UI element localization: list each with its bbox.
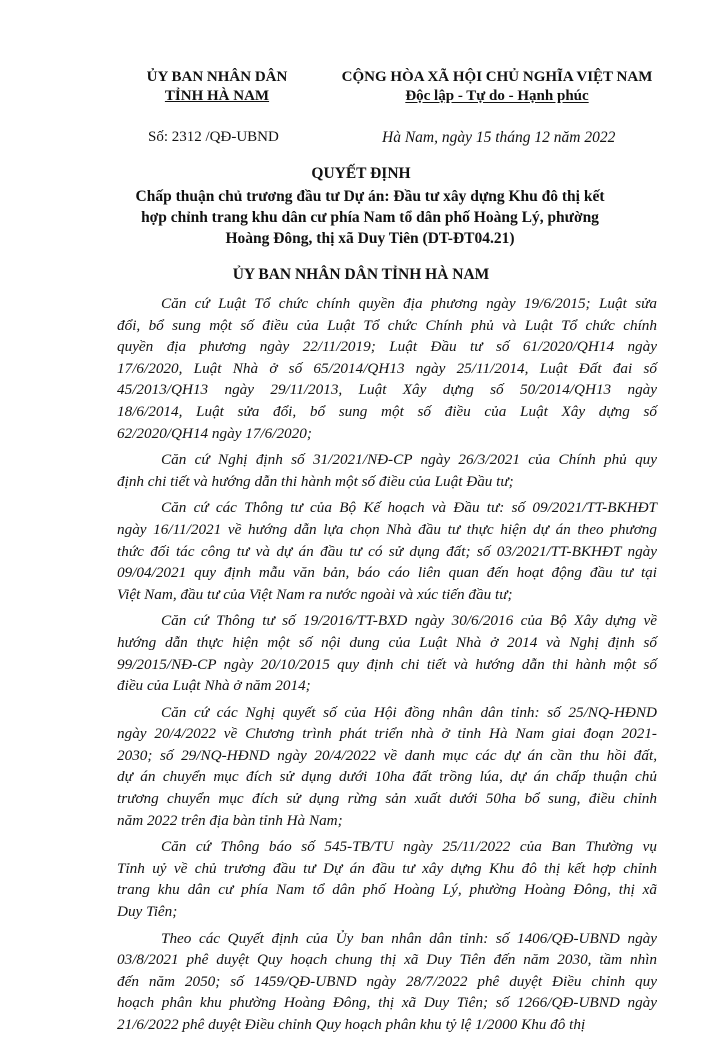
- issuing-authority-block: [112, 68, 322, 106]
- subject-line: Chấp thuận chủ trương đầu tư Dự án: Đầu tư xây dựng Khu đô thị kết: [135, 188, 605, 205]
- paragraph-line: quyền địa phương ngày 22/11/2019; Luật Đầu tư số 61/2020/QH14 ngày: [117, 338, 657, 356]
- paragraph-line: 03/8/2021 phê duyệt Quy hoạch chung thị xã Duy Tiên đến năm 2030, tầm nhìn: [117, 951, 657, 969]
- national-motto: Độc lập - Tự do - Hạnh phúc: [405, 88, 589, 104]
- paragraph-line: Tỉnh uỷ về chủ trương đầu tư Dự án đầu tư xây dựng Khu đô thị kết hợp chỉnh: [117, 859, 657, 877]
- paragraph-line: ngày 20/4/2022 về Chương trình phát triển nhà ở tỉnh Hà Nam giai đoạn 2021-: [117, 725, 657, 743]
- authority-heading: ỦY BAN NHÂN DÂN TỈNH HÀ NAM: [232, 266, 490, 283]
- national-motto-block: [322, 68, 672, 106]
- document-subject: [120, 186, 620, 249]
- paragraph-line: điều của Luật Nhà ở năm 2014;: [117, 677, 311, 695]
- paragraph-line: 21/6/2022 phê duyệt Điều chỉnh Quy hoạch phân khu tỷ lệ 1/2000 Khu đô thị: [117, 1016, 586, 1033]
- issuing-authority-line2: TỈNH HÀ NAM: [164, 88, 270, 104]
- document-date: Hà Nam, ngày 15 tháng 12 năm 2022: [382, 129, 616, 146]
- paragraph-line: Căn cứ Luật Tổ chức chính quyền địa phương ngày 19/6/2015; Luật sửa: [161, 295, 657, 312]
- issuing-authority-line1: ỦY BAN NHÂN DÂN: [146, 69, 288, 85]
- paragraph-line: Căn cứ Thông tư số 19/2016/TT-BXD ngày 30/6/2016 của Bộ Xây dựng về: [161, 612, 657, 630]
- paragraph-line: 17/6/2020, Luật Nhà ở số 65/2014/QH13 ngày 25/11/2014, Luật Đất đai số: [117, 359, 657, 377]
- paragraph-line: hoạch phân khu phường Hoàng Đông, thị xã Duy Tiên; số 1266/QĐ-UBND ngày: [117, 994, 657, 1012]
- nation-name: CỘNG HÒA XÃ HỘI CHỦ NGHĨA VIỆT NAM: [341, 69, 653, 85]
- paragraph-line: Căn cứ các Nghị quyết số của Hội đồng nhân dân tỉnh: số 25/NQ-HĐND: [161, 703, 657, 721]
- paragraph-line: 99/2015/NĐ-CP ngày 20/10/2015 quy định chi tiết và hướng dẫn thi hành một số: [117, 655, 657, 673]
- paragraph-line: 62/2020/QH14 ngày 17/6/2020;: [117, 424, 312, 442]
- body-paragraph: [117, 497, 657, 605]
- paragraph-line: 09/04/2021 quy định mẫu văn bản, báo cáo liên quan đến hoạt động đầu tư tại: [117, 564, 657, 582]
- paragraph-line: đổi, bổ sung một số điều của Luật Tổ chức Chính phủ và Luật Tổ chức chính: [117, 316, 657, 334]
- document-body: [117, 293, 657, 1041]
- body-paragraph: [117, 928, 657, 1036]
- paragraph-line: ngày 16/11/2021 về hướng dẫn lựa chọn Nhà đầu tư thực hiện dự án theo phương: [117, 520, 657, 538]
- paragraph-line: Theo các Quyết định của Ủy ban nhân dân tỉnh: số 1406/QĐ-UBND ngày: [161, 929, 657, 947]
- body-paragraph: [117, 449, 657, 492]
- paragraph-line: định chi tiết và hướng dẫn thi hành một số điều của Luật Đầu tư;: [117, 472, 514, 490]
- body-paragraph: [117, 610, 657, 696]
- body-paragraph: [117, 293, 657, 444]
- subject-line: hợp chỉnh trang khu dân cư phía Nam tổ dân phố Hoàng Lý, phường: [141, 209, 599, 226]
- paragraph-line: dự án chuyển mục đích sử dụng dưới 10ha đất trồng lúa, dự án chấp thuận chủ: [117, 768, 657, 786]
- paragraph-line: Căn cứ các Thông tư của Bộ Kế hoạch và Đầu tư: số 09/2021/TT-BKHĐT: [161, 499, 657, 517]
- paragraph-line: Việt Nam, đầu tư của Việt Nam ra nước ngoài và xúc tiến đầu tư;: [117, 585, 513, 603]
- paragraph-line: đến năm 2050; số 1459/QĐ-UBND ngày 28/7/2022 phê duyệt Điều chỉnh quy: [117, 972, 657, 990]
- body-paragraph: [117, 702, 657, 832]
- paragraph-line: hướng dẫn thực hiện một số nội dung của Luật Nhà ở 2014 và Nghị định số: [117, 633, 657, 651]
- document-title: QUYẾT ĐỊNH: [311, 165, 411, 182]
- paragraph-line: Duy Tiên;: [117, 903, 178, 921]
- paragraph-line: trang khu dân cư phía Nam tổ dân phố Hoàng Lý, phường Hoàng Đông, thị xã: [117, 881, 657, 899]
- paragraph-line: 2030; số 29/NQ-HĐND ngày 20/4/2022 về danh mục các dự án cần thu hồi đất,: [117, 746, 657, 764]
- paragraph-line: 45/2013/QH13 ngày 29/11/2013, Luật Xây dựng số 50/2014/QH13 ngày: [117, 381, 657, 399]
- document-number: Số: 2312 /QĐ-UBND: [148, 129, 279, 145]
- paragraph-line: thức đối tác công tư và dự án đầu tư có sử dụng đất; số 03/2021/TT-BKHĐT ngày: [117, 542, 657, 560]
- paragraph-line: trương chuyển mục đích sử dụng rừng sản xuất dưới 50ha bổ sung, điều chỉnh: [117, 790, 657, 808]
- paragraph-line: 18/6/2014, Luật sửa đổi, bổ sung một số điều của Luật Xây dựng số: [117, 402, 657, 420]
- body-paragraph: [117, 836, 657, 922]
- paragraph-line: năm 2022 trên địa bàn tỉnh Hà Nam;: [117, 811, 343, 829]
- paragraph-line: Căn cứ Thông báo số 545-TB/TU ngày 25/11/2022 của Ban Thường vụ: [161, 838, 657, 856]
- paragraph-line: Căn cứ Nghị định số 31/2021/NĐ-CP ngày 26/3/2021 của Chính phủ quy: [161, 451, 657, 469]
- subject-line: Hoàng Đông, thị xã Duy Tiên (DT-ĐT04.21): [225, 230, 515, 247]
